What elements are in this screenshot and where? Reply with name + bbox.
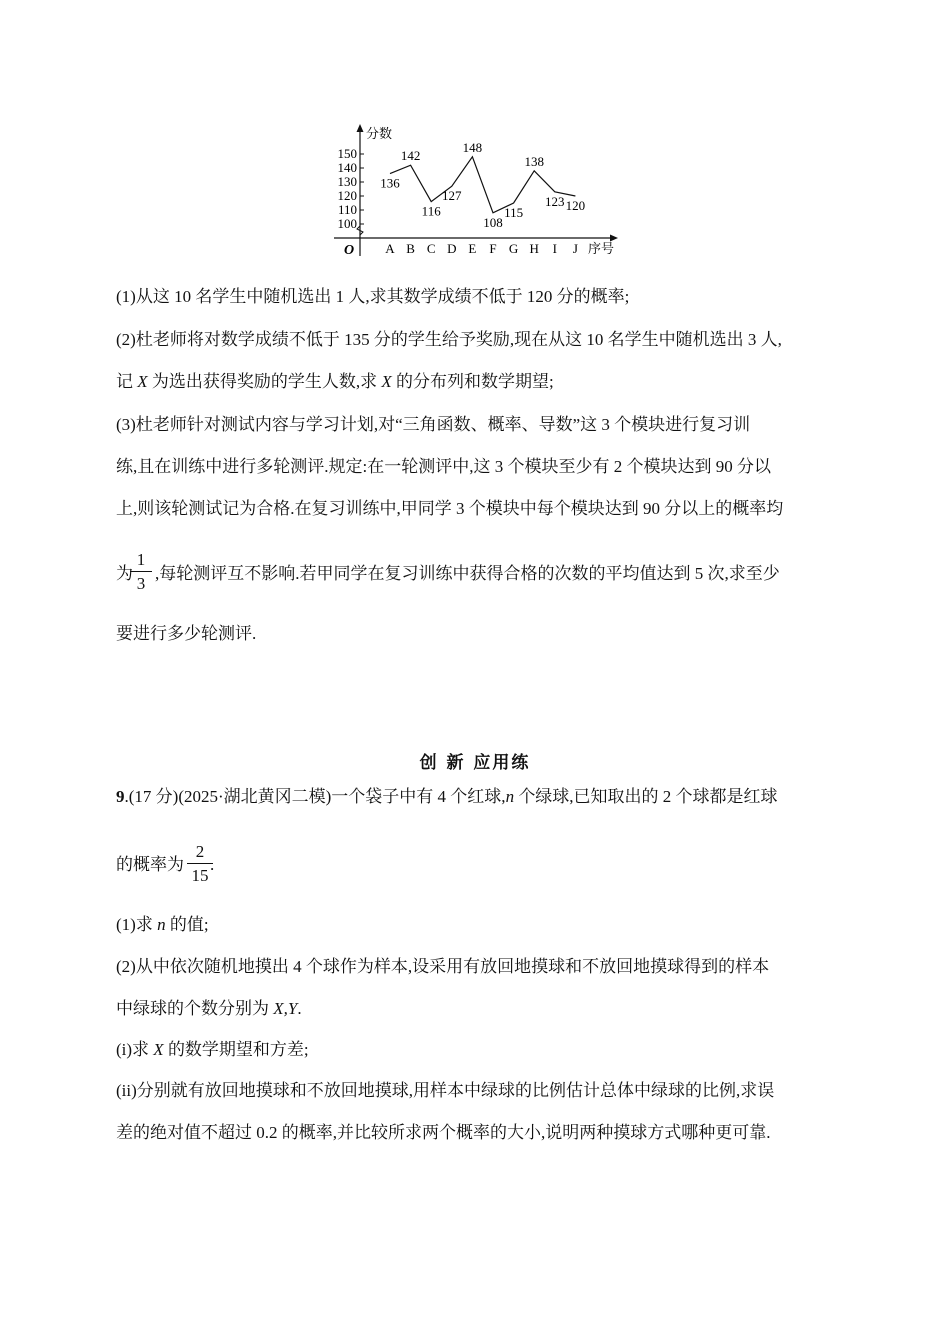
x-tick-label: F [489, 241, 497, 256]
score-line-chart [320, 118, 630, 263]
y-tick-label: 130 [337, 174, 357, 189]
data-label: 120 [565, 198, 586, 213]
x-tick-label: E [468, 241, 477, 256]
chart-marks [380, 140, 585, 230]
q8-part3-line1: (3)杜老师针对测试内容与学习计划,对“三角函数、概率、导数”这 3 个模块进行复习训 [116, 415, 751, 434]
data-label: 142 [400, 148, 421, 164]
x-tick-label: D [447, 241, 457, 256]
data-label: 115 [504, 205, 524, 220]
data-label: 136 [380, 175, 400, 191]
q9-part2-ii-line2: 差的绝对值不超过 0.2 的概率,并比较所求两个概率的大小,说明两种摸球方式哪种更可靠. [116, 1123, 771, 1142]
x-tick-label: C [426, 241, 436, 256]
x-tick-label: G [508, 241, 519, 256]
question-number: 9 [116, 787, 125, 806]
y-axis-label: 分数 [366, 126, 393, 141]
y-tick-label: 150 [337, 146, 357, 161]
q9-part1: (1)求 n 的值; [116, 915, 209, 934]
x-tick-label: B [406, 241, 415, 256]
fraction-two-fifteenths: 2 15 [187, 843, 213, 884]
q9-stem-line2: 的概率为 . [116, 855, 215, 874]
x-tick-label: H [529, 241, 539, 256]
q8-part2-line1: (2)杜老师将对数学成绩不低于 135 分的学生给予奖励,现在从这 10 名学生中随机选出 3 人, [116, 330, 782, 349]
data-label: 123 [545, 193, 565, 209]
y-tick-label: 120 [337, 188, 357, 203]
fraction-one-third: 1 3 [130, 551, 152, 592]
q9-part2-line1: (2)从中依次随机地摸出 4 个球作为样本,设采用有放回地摸球和不放回地摸球得到的样本 [116, 957, 770, 976]
x-tick-label: A [385, 241, 395, 256]
q9-part2-line2: 中绿球的个数分别为 X,Y. [116, 999, 302, 1018]
q8-part1: (1)从这 10 名学生中随机选出 1 人,求其数学成绩不低于 120 分的概率; [116, 287, 630, 306]
origin-label: O [344, 243, 355, 258]
q9-stem-line1: 9.(17 分)(2025·湖北黄冈二模)一个袋子中有 4 个红球,n 个绿球,已知取出的 2 个球都是红球 [116, 787, 778, 806]
q8-part2-line2: 记 X 为选出获得奖励的学生人数,求 X 的分布列和数学期望; [116, 372, 554, 391]
y-tick-label: 100 [337, 216, 357, 231]
section-title: 创 新 应用练 [419, 753, 531, 773]
data-label: 148 [462, 139, 483, 155]
q8-part3-line4: 为 ,每轮测评互不影响.若甲同学在复习训练中获得合格的次数的平均值达到 5 次,求至少 [116, 564, 780, 583]
y-axis-arrow [357, 124, 364, 132]
data-label: 127 [442, 188, 462, 204]
q9-part2-i: (i)求 X 的数学期望和方差; [116, 1040, 309, 1059]
q8-part3-line5: 要进行多少轮测评. [116, 624, 257, 643]
q8-part3-line3: 上,则该轮测试记为合格.在复习训练中,甲同学 3 个模块中每个模块达到 90 分以上的概率均 [116, 499, 784, 518]
y-tick-label: 140 [337, 160, 357, 175]
q9-part2-ii-line1: (ii)分别就有放回地摸球和不放回地摸球,用样本中绿球的比例估计总体中绿球的比例,求误 [116, 1081, 775, 1100]
y-tick-label: 110 [337, 202, 357, 217]
x-tick-label: J [572, 241, 578, 256]
q8-part3-line2: 练,且在训练中进行多轮测评.规定:在一轮测评中,这 3 个模块至少有 2 个模块达到 90 分以 [116, 457, 771, 476]
data-label: 138 [524, 153, 544, 169]
data-label: 108 [483, 214, 503, 230]
x-tick-label: I [552, 241, 557, 256]
data-label: 116 [421, 203, 441, 219]
x-axis-label: 序号 [588, 241, 615, 256]
